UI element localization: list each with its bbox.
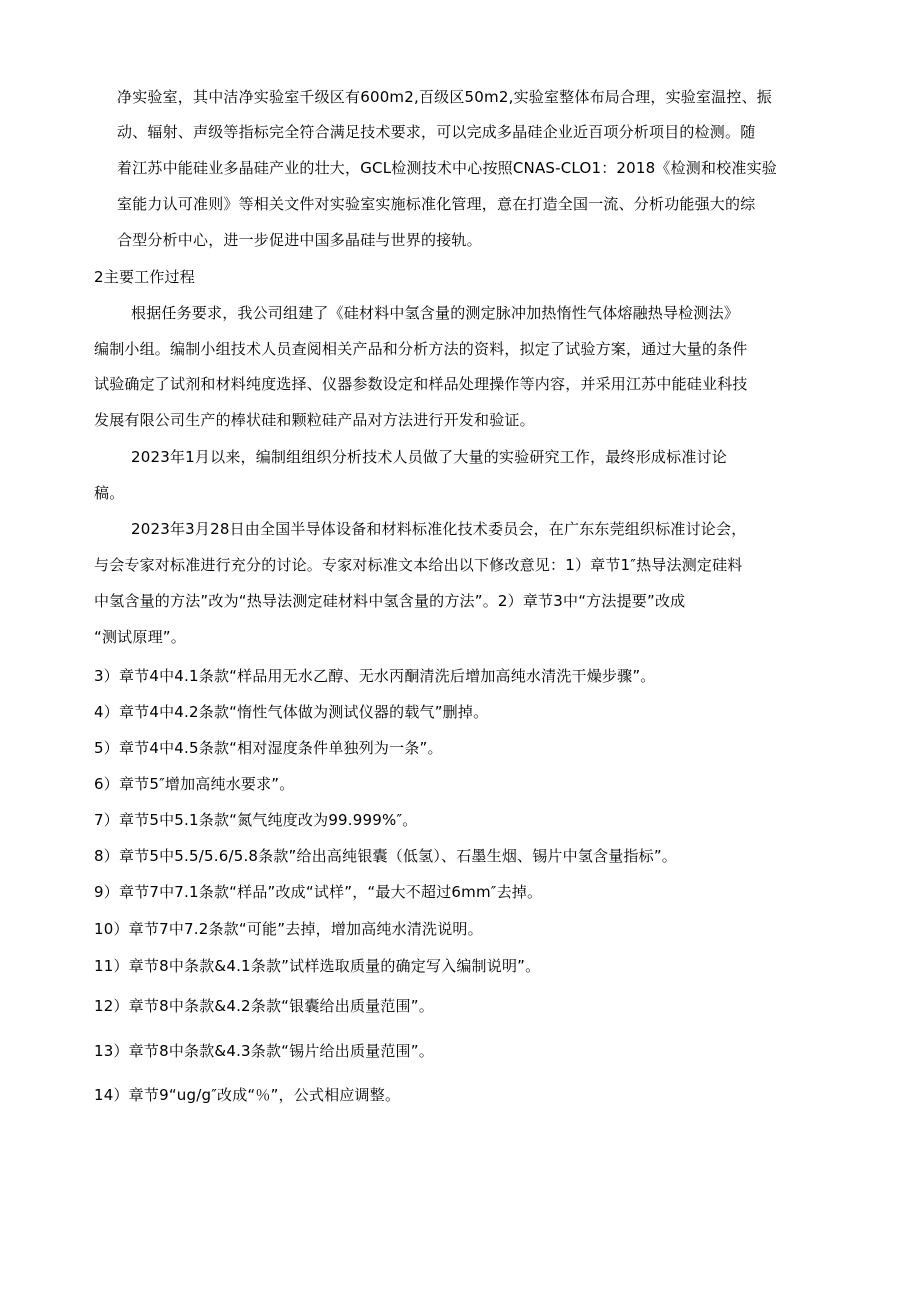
paragraph-line: 与会专家对标准进行充分的讨论。专家对标准文本给出以下修改意见：1）章节1″热导法测定硅料 bbox=[94, 556, 743, 574]
intro-line: 净实验室，其中洁净实验室千级区有600m2,百级区50m2,实验室整体布局合理，实验室温控、振 bbox=[117, 88, 772, 106]
paragraph-line: 2023年3月28日由全国半导体设备和材料标准化技术委员会，在广东东莞组织标准讨论会， bbox=[131, 520, 747, 538]
intro-line: 着江苏中能硅业多晶硅产业的壮大，GCL检测技术中心按照CNAS-CLO1：2018《检测和校准实验 bbox=[117, 159, 777, 177]
paragraph-line: 编制小组。编制小组技术人员查阅相关产品和分析方法的资料，拟定了试验方案，通过大量的条件 bbox=[94, 340, 748, 358]
list-item: 8）章节5中5.5/5.6/5.8条款”给出高纯银囊（低氢）、石墨生烟、锡片中氢含量指标”。 bbox=[94, 847, 678, 865]
list-item: 14）章节9“ug/g″改成“％”，公式相应调整。 bbox=[94, 1086, 401, 1104]
list-item: 12）章节8中条款&4.2条款“银囊给出质量范围”。 bbox=[94, 997, 434, 1015]
list-item: 3）章节4中4.1条款“样品用无水乙醇、无水丙酮清洗后增加高纯水清洗干燥步骤”。 bbox=[94, 667, 656, 685]
list-item: 6）章节5″增加高纯水要求”。 bbox=[94, 775, 295, 793]
section-heading: 2主要工作过程 bbox=[94, 268, 195, 286]
list-item: 11）章节8中条款&4.1条款”试样选取质量的确定写入编制说明”。 bbox=[94, 957, 541, 975]
list-item: 10）章节7中7.2条款“可能”去掉，增加高纯水清洗说明。 bbox=[94, 920, 483, 938]
list-item: 5）章节4中4.5条款“相对湿度条件单独列为一条”。 bbox=[94, 739, 443, 757]
paragraph-line: 2023年1月以来，编制组组织分析技术人员做了大量的实验研究工作，最终形成标准讨论 bbox=[131, 448, 727, 466]
paragraph-line: 发展有限公司生产的棒状硅和颗粒硅产品对方法进行开发和验证。 bbox=[94, 411, 535, 429]
intro-line: 动、辐射、声级等指标完全符合满足技术要求，可以完成多晶硅企业近百项分析项目的检测。随 bbox=[117, 123, 756, 141]
list-item: 4）章节4中4.2条款“惰性气体做为测试仪器的载气”删掉。 bbox=[94, 703, 489, 721]
intro-line: 室能力认可准则》等相关文件对实验室实施标准化管理，意在打造全国一流、分析功能强大的综 bbox=[117, 195, 756, 213]
list-item: 7）章节5中5.1条款“氮气纯度改为99.999%″。 bbox=[94, 811, 418, 829]
list-item: 9）章节7中7.1条款“样品”改成“试样”，“最大不超过6mm″去掉。 bbox=[94, 883, 543, 901]
paragraph-line: “测试原理”。 bbox=[94, 628, 186, 646]
paragraph-line: 稿。 bbox=[94, 484, 125, 502]
paragraph-line: 根据任务要求，我公司组建了《硅材料中氢含量的测定脉冲加热惰性气体熔融热导检测法》 bbox=[131, 304, 740, 322]
intro-line: 合型分析中心，进一步促进中国多晶硅与世界的接轨。 bbox=[117, 231, 482, 249]
list-item: 13）章节8中条款&4.3条款“锡片给出质量范围”。 bbox=[94, 1042, 434, 1060]
paragraph-line: 试验确定了试剂和材料纯度选择、仪器参数设定和样品处理操作等内容，并采用江苏中能硅业科技 bbox=[94, 375, 748, 393]
paragraph-line: 中氢含量的方法”改为“热导法测定硅材料中氢含量的方法”。2）章节3中“方法提要”改成 bbox=[94, 592, 686, 610]
